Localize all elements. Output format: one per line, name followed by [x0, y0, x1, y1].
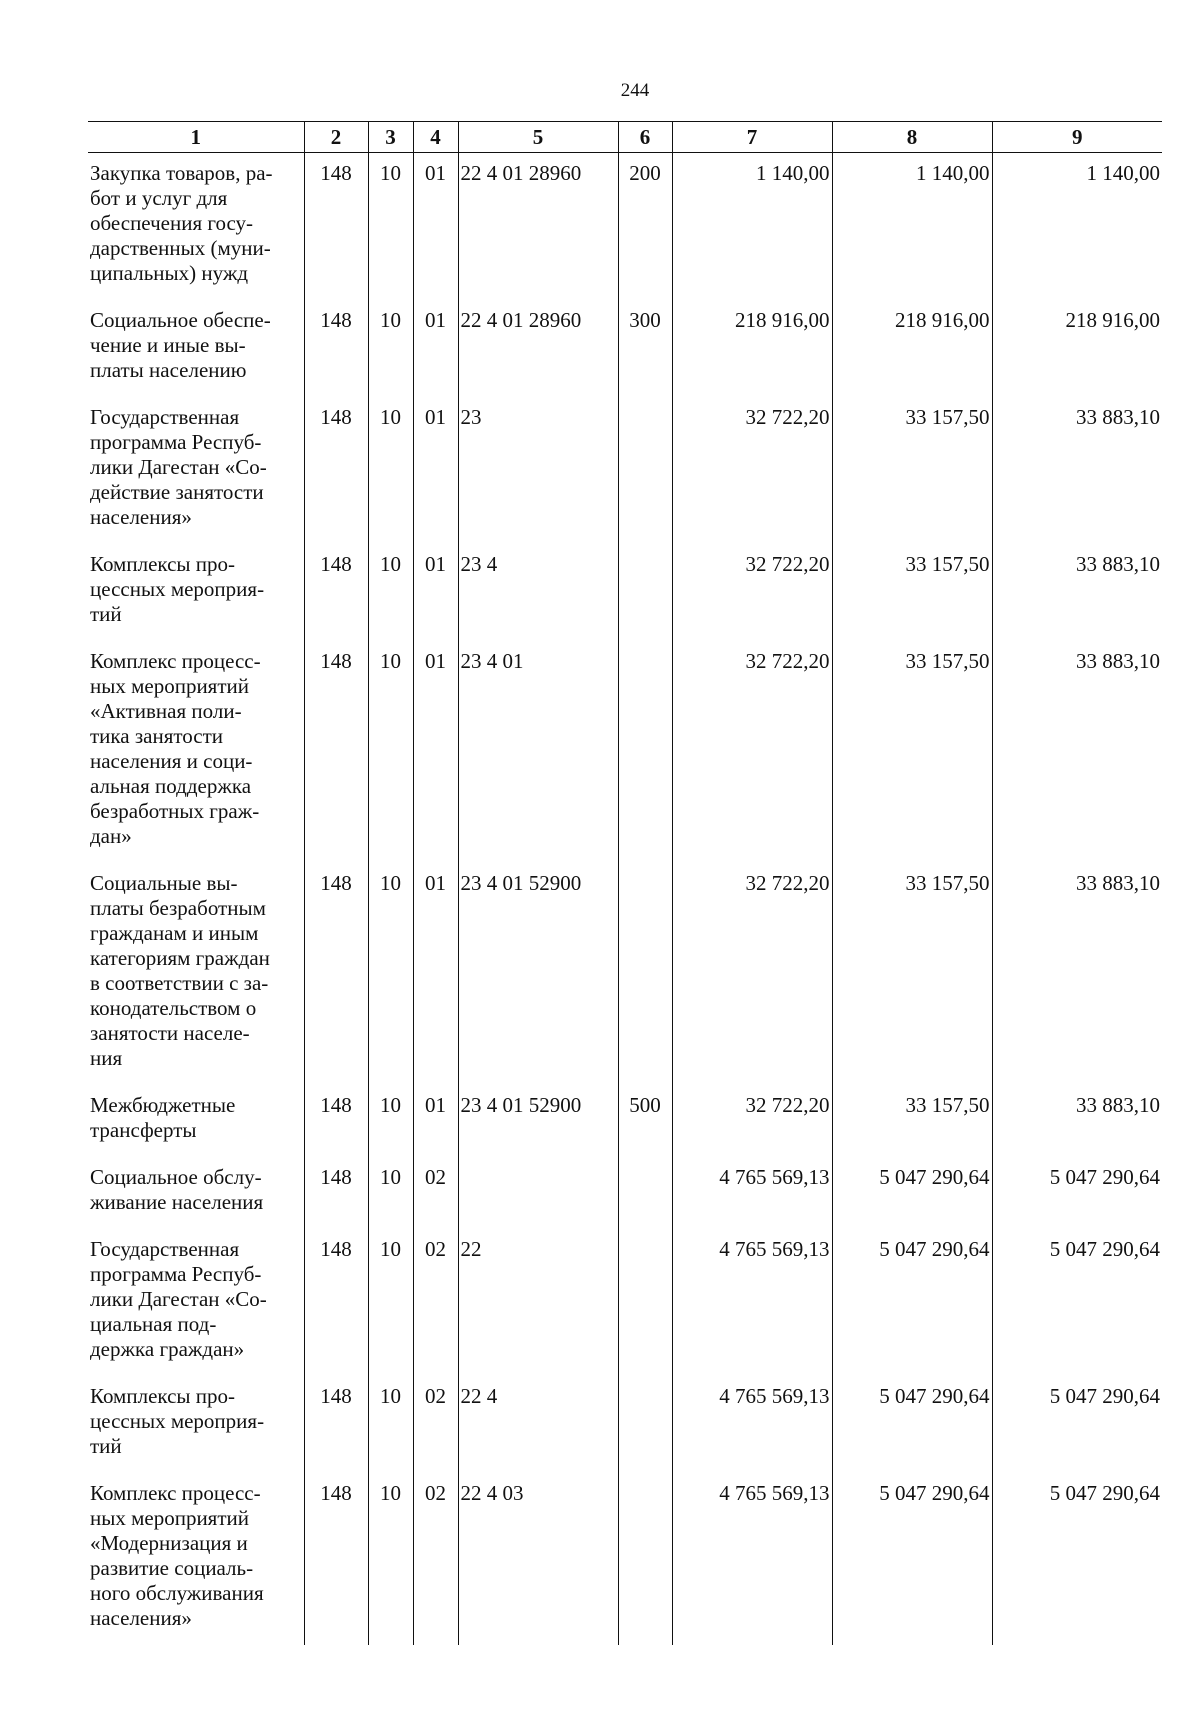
subsection-code-cell: 02: [413, 1376, 458, 1473]
column-header: 3: [368, 122, 413, 153]
target-article-cell: 22 4 03: [458, 1473, 618, 1645]
target-article-cell: 23 4 01: [458, 641, 618, 863]
amount-year2-cell: 218 916,00: [832, 300, 992, 397]
amount-year3-cell: 5 047 290,64: [992, 1376, 1162, 1473]
section-code-cell: 10: [368, 544, 413, 641]
table-row: [88, 1157, 1162, 1229]
amount-year1-cell: 32 722,20: [672, 641, 832, 863]
expense-type-cell: 200: [618, 153, 672, 301]
column-header: 6: [618, 122, 672, 153]
row-name-cell: Комплексы про- цессных мероприя- тий: [90, 1384, 265, 1458]
ministry-code-cell: 148: [304, 397, 368, 544]
expense-type-cell: [618, 397, 672, 544]
row-name-cell: Государственная программа Респуб- лики Дагестан «Со- действие занятости населения»: [90, 405, 267, 529]
ministry-code-cell: 148: [304, 153, 368, 301]
subsection-code-cell: 01: [413, 153, 458, 301]
row-name-cell: Социальные вы- платы безработным гражданам и иным категориям граждан в соответствии с за- конодательством о занятости населе- ния: [90, 871, 270, 1070]
table-row: [88, 641, 1162, 863]
page-number: 244: [620, 80, 650, 101]
target-article-cell: 22: [458, 1229, 618, 1376]
row-name-cell: Государственная программа Респуб- лики Дагестан «Со- циальная под- держка граждан»: [90, 1237, 267, 1361]
amount-year2-cell: 5 047 290,64: [832, 1376, 992, 1473]
amount-year1-cell: 4 765 569,13: [672, 1157, 832, 1229]
ministry-code-cell: 148: [304, 1229, 368, 1376]
subsection-code-cell: 01: [413, 1085, 458, 1157]
amount-year3-cell: 33 883,10: [992, 863, 1162, 1085]
subsection-code-cell: 01: [413, 641, 458, 863]
amount-year3-cell: 33 883,10: [992, 1085, 1162, 1157]
table-row: [88, 1085, 1162, 1157]
amount-year2-cell: 5 047 290,64: [832, 1473, 992, 1645]
amount-year3-cell: 33 883,10: [992, 544, 1162, 641]
amount-year1-cell: 32 722,20: [672, 544, 832, 641]
ministry-code-cell: 148: [304, 544, 368, 641]
table-row: [88, 544, 1162, 641]
ministry-code-cell: 148: [304, 300, 368, 397]
amount-year3-cell: 1 140,00: [992, 153, 1162, 301]
table-row: [88, 863, 1162, 1085]
amount-year1-cell: 4 765 569,13: [672, 1229, 832, 1376]
column-header: 5: [458, 122, 618, 153]
table-row: [88, 153, 1162, 301]
amount-year2-cell: 33 157,50: [832, 544, 992, 641]
amount-year3-cell: 5 047 290,64: [992, 1473, 1162, 1645]
amount-year2-cell: 33 157,50: [832, 397, 992, 544]
table-row: [88, 300, 1162, 397]
ministry-code-cell: 148: [304, 1473, 368, 1645]
row-name-cell: Комплекс процесс- ных мероприятий «Активная поли- тика занятости населения и соци- альная поддержка безработных граж- дан»: [90, 649, 261, 848]
budget-table-wrapper: [88, 121, 1162, 1645]
target-article-cell: 22 4 01 28960: [458, 300, 618, 397]
row-name-cell: Комплекс процесс- ных мероприятий «Модернизация и развитие социаль- ного обслуживания населения»: [90, 1481, 264, 1630]
table-row: [88, 397, 1162, 544]
row-name-cell: Межбюджетные трансферты: [90, 1093, 236, 1142]
target-article-cell: 22 4 01 28960: [458, 153, 618, 301]
column-header: 2: [304, 122, 368, 153]
target-article-cell: [458, 1157, 618, 1229]
row-name-cell: Закупка товаров, ра- бот и услуг для обеспечения госу- дарственных (муни- ципальных) нужд: [90, 161, 273, 285]
amount-year2-cell: 33 157,50: [832, 1085, 992, 1157]
subsection-code-cell: 02: [413, 1473, 458, 1645]
target-article-cell: 23 4: [458, 544, 618, 641]
section-code-cell: 10: [368, 1157, 413, 1229]
amount-year3-cell: 5 047 290,64: [992, 1229, 1162, 1376]
expense-type-cell: 500: [618, 1085, 672, 1157]
budget-table: [88, 121, 1162, 1645]
amount-year3-cell: 5 047 290,64: [992, 1157, 1162, 1229]
section-code-cell: 10: [368, 300, 413, 397]
amount-year1-cell: 218 916,00: [672, 300, 832, 397]
section-code-cell: 10: [368, 1229, 413, 1376]
subsection-code-cell: 01: [413, 863, 458, 1085]
row-name-cell: Социальное обслу- живание населения: [90, 1165, 264, 1214]
amount-year1-cell: 1 140,00: [672, 153, 832, 301]
ministry-code-cell: 148: [304, 1157, 368, 1229]
amount-year3-cell: 218 916,00: [992, 300, 1162, 397]
subsection-code-cell: 01: [413, 544, 458, 641]
section-code-cell: 10: [368, 1085, 413, 1157]
amount-year1-cell: 4 765 569,13: [672, 1473, 832, 1645]
amount-year1-cell: 32 722,20: [672, 397, 832, 544]
expense-type-cell: [618, 1376, 672, 1473]
target-article-cell: 23 4 01 52900: [458, 1085, 618, 1157]
amount-year2-cell: 5 047 290,64: [832, 1157, 992, 1229]
subsection-code-cell: 02: [413, 1229, 458, 1376]
subsection-code-cell: 02: [413, 1157, 458, 1229]
target-article-cell: 22 4: [458, 1376, 618, 1473]
table-row: [88, 1473, 1162, 1645]
expense-type-cell: 300: [618, 300, 672, 397]
amount-year2-cell: 33 157,50: [832, 863, 992, 1085]
expense-type-cell: [618, 544, 672, 641]
row-name-cell: Социальное обеспе- чение и иные вы- платы населению: [90, 308, 271, 382]
ministry-code-cell: 148: [304, 641, 368, 863]
ministry-code-cell: 148: [304, 1085, 368, 1157]
column-header: 4: [413, 122, 458, 153]
expense-type-cell: [618, 1229, 672, 1376]
ministry-code-cell: 148: [304, 1376, 368, 1473]
subsection-code-cell: 01: [413, 397, 458, 544]
section-code-cell: 10: [368, 863, 413, 1085]
column-header: 8: [832, 122, 992, 153]
target-article-cell: 23 4 01 52900: [458, 863, 618, 1085]
table-row: [88, 1376, 1162, 1473]
amount-year2-cell: 1 140,00: [832, 153, 992, 301]
amount-year3-cell: 33 883,10: [992, 397, 1162, 544]
table-row: [88, 1229, 1162, 1376]
amount-year1-cell: 4 765 569,13: [672, 1376, 832, 1473]
table-header-row: [88, 122, 1162, 153]
section-code-cell: 10: [368, 153, 413, 301]
expense-type-cell: [618, 641, 672, 863]
expense-type-cell: [618, 1473, 672, 1645]
column-header: 1: [88, 122, 304, 153]
row-name-cell: Комплексы про- цессных мероприя- тий: [90, 552, 265, 626]
column-header: 7: [672, 122, 832, 153]
section-code-cell: 10: [368, 1473, 413, 1645]
expense-type-cell: [618, 1157, 672, 1229]
amount-year2-cell: 5 047 290,64: [832, 1229, 992, 1376]
amount-year1-cell: 32 722,20: [672, 1085, 832, 1157]
ministry-code-cell: 148: [304, 863, 368, 1085]
amount-year3-cell: 33 883,10: [992, 641, 1162, 863]
section-code-cell: 10: [368, 397, 413, 544]
section-code-cell: 10: [368, 641, 413, 863]
column-header: 9: [992, 122, 1162, 153]
section-code-cell: 10: [368, 1376, 413, 1473]
amount-year2-cell: 33 157,50: [832, 641, 992, 863]
target-article-cell: 23: [458, 397, 618, 544]
subsection-code-cell: 01: [413, 300, 458, 397]
expense-type-cell: [618, 863, 672, 1085]
amount-year1-cell: 32 722,20: [672, 863, 832, 1085]
